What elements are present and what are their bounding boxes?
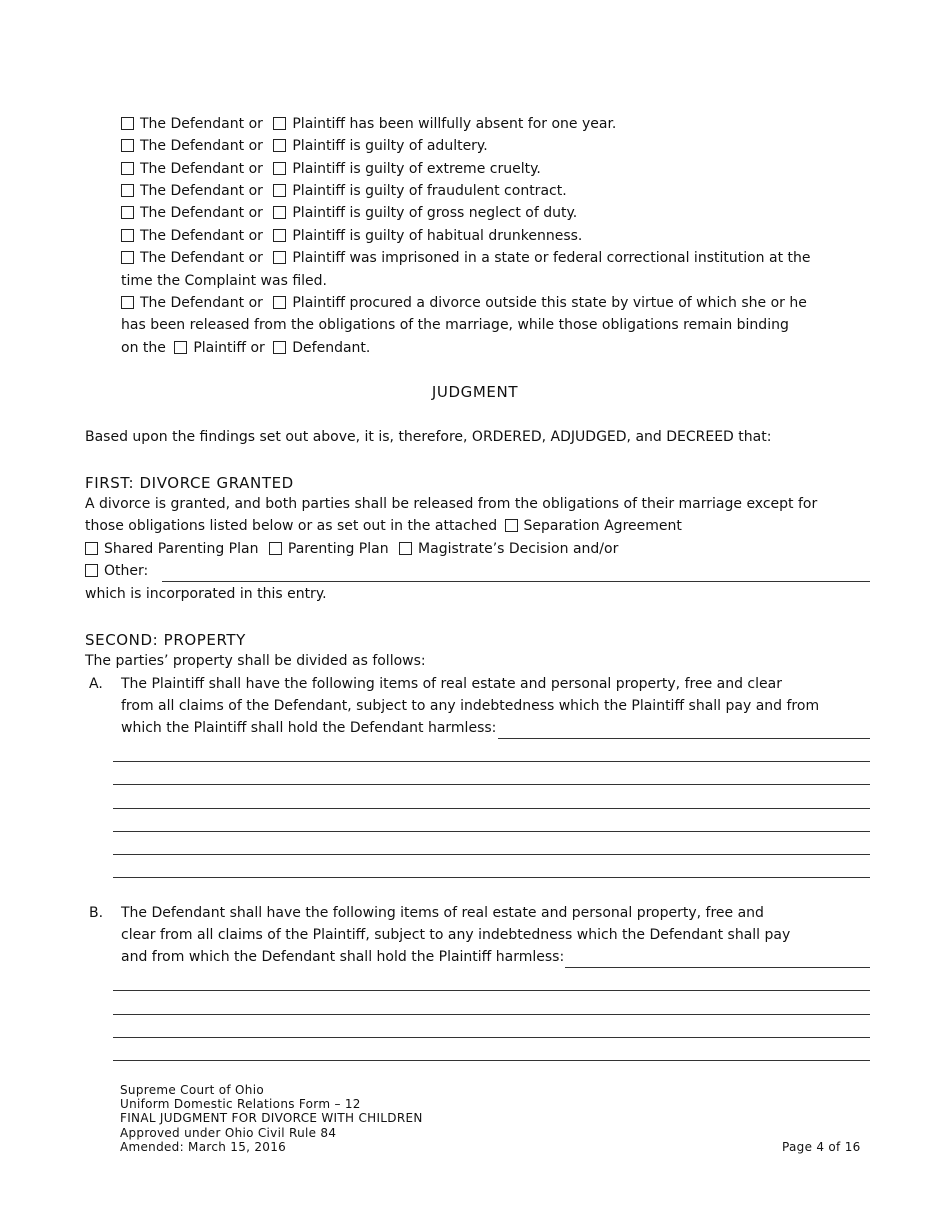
item-b-input-line[interactable] <box>113 1014 870 1015</box>
ground-row <box>121 183 567 199</box>
first-line1: A divorce is granted, and both parties shall be released from the obligations of their marriage except for <box>85 496 818 512</box>
ground-row <box>121 138 488 154</box>
defendant-checkbox[interactable] <box>121 184 134 197</box>
item-a-line1: The Plaintiff shall have the following items of real estate and personal property, free and clear <box>121 676 782 692</box>
item-b-input-line[interactable] <box>113 1060 870 1061</box>
item-b-line2: clear from all claims of the Plaintiff, subject to any indebtedness which the Defendant shall pay <box>121 927 791 943</box>
ground-row <box>121 295 807 311</box>
ground-continuation: has been released from the obligations of the marriage, while those obligations remain binding <box>121 317 789 333</box>
ground-row-tail <box>121 340 370 356</box>
shared-parenting-plan-label: Shared Parenting Plan <box>104 541 259 557</box>
other-checkbox[interactable] <box>85 564 98 577</box>
item-a-label: A. <box>89 676 103 692</box>
ground-defendant-label: The Defendant or <box>140 183 263 199</box>
item-b-input-line[interactable] <box>113 990 870 991</box>
plaintiff-checkbox[interactable] <box>273 117 286 130</box>
item-a-line2: from all claims of the Defendant, subject to any indebtedness which the Plaintiff shall pay and from <box>121 698 820 714</box>
first-closing: which is incorporated in this entry. <box>85 586 327 602</box>
item-a-input-line[interactable] <box>113 831 870 832</box>
ground-plaintiff-text: Plaintiff is guilty of extreme cruelty. <box>292 161 541 177</box>
tail-plaintiff-label: Plaintiff or <box>193 340 265 356</box>
parenting-plan-label: Parenting Plan <box>287 541 389 557</box>
tail-defendant-label: Defendant. <box>292 340 371 356</box>
ground-defendant-label: The Defendant or <box>140 138 263 154</box>
plaintiff-checkbox[interactable] <box>273 229 286 242</box>
first-line2 <box>85 518 682 534</box>
item-a-input-line[interactable] <box>113 808 870 809</box>
ground-defendant-label: The Defendant or <box>140 205 263 221</box>
other-row <box>85 563 148 579</box>
first-line2-text: those obligations listed below or as set out in the attached <box>85 518 498 534</box>
footer-form: Uniform Domestic Relations Form – 12 <box>120 1097 361 1111</box>
item-a-input-line[interactable] <box>113 877 870 878</box>
footer-amended: Amended: March 15, 2016 <box>120 1140 287 1154</box>
plaintiff-checkbox[interactable] <box>273 206 286 219</box>
plaintiff-checkbox[interactable] <box>273 251 286 264</box>
defendant-checkbox[interactable] <box>121 206 134 219</box>
second-heading: SECOND: PROPERTY <box>85 631 246 649</box>
defendant-checkbox[interactable] <box>273 341 286 354</box>
magistrate-decision-label: Magistrate’s Decision and/or <box>418 541 619 557</box>
separation-agreement-checkbox[interactable] <box>505 519 518 532</box>
first-heading: FIRST: DIVORCE GRANTED <box>85 474 294 492</box>
ground-row <box>121 205 577 221</box>
item-a-input-line[interactable] <box>113 784 870 785</box>
ground-plaintiff-text: Plaintiff has been willfully absent for one year. <box>292 116 617 132</box>
footer-court: Supreme Court of Ohio <box>120 1083 264 1097</box>
ground-row <box>121 228 582 244</box>
footer-approved: Approved under Ohio Civil Rule 84 <box>120 1126 337 1140</box>
magistrate-decision-checkbox[interactable] <box>399 542 412 555</box>
item-b-label: B. <box>89 905 104 921</box>
plaintiff-checkbox[interactable] <box>273 184 286 197</box>
other-input-line[interactable] <box>162 581 870 582</box>
ground-defendant-label: The Defendant or <box>140 161 263 177</box>
item-b-input-line[interactable] <box>113 1037 870 1038</box>
ground-plaintiff-text: Plaintiff procured a divorce outside this state by virtue of which she or he <box>292 295 807 311</box>
item-a-input-line[interactable] <box>113 761 870 762</box>
plaintiff-checkbox[interactable] <box>273 162 286 175</box>
ground-row <box>121 116 616 132</box>
ground-defendant-label: The Defendant or <box>140 116 263 132</box>
defendant-checkbox[interactable] <box>121 251 134 264</box>
ground-plaintiff-text: Plaintiff is guilty of gross neglect of duty. <box>292 205 578 221</box>
defendant-checkbox[interactable] <box>121 162 134 175</box>
page-number: Page 4 of 16 <box>782 1140 861 1154</box>
item-a-input-line[interactable] <box>113 854 870 855</box>
item-a-line3: which the Plaintiff shall hold the Defendant harmless: <box>121 720 497 736</box>
judgment-title: JUDGMENT <box>431 383 519 401</box>
ground-defendant-label: The Defendant or <box>140 228 263 244</box>
tail-prefix: on the <box>121 340 166 356</box>
plaintiff-checkbox[interactable] <box>174 341 187 354</box>
defendant-checkbox[interactable] <box>121 229 134 242</box>
footer-title: FINAL JUDGMENT FOR DIVORCE WITH CHILDREN <box>120 1111 423 1125</box>
item-a-input-line[interactable] <box>498 738 870 739</box>
plaintiff-checkbox[interactable] <box>273 139 286 152</box>
ground-continuation: time the Complaint was filed. <box>121 273 327 289</box>
ground-plaintiff-text: Plaintiff was imprisoned in a state or federal correctional institution at the <box>292 250 811 266</box>
parenting-plan-checkbox[interactable] <box>269 542 282 555</box>
item-b-input-line[interactable] <box>565 967 870 968</box>
ground-defendant-label: The Defendant or <box>140 295 263 311</box>
second-intro: The parties’ property shall be divided as follows: <box>85 653 426 669</box>
defendant-checkbox[interactable] <box>121 296 134 309</box>
separation-agreement-label: Separation Agreement <box>523 518 682 534</box>
item-b-line3: and from which the Defendant shall hold the Plaintiff harmless: <box>121 949 565 965</box>
first-options-row <box>85 541 618 557</box>
shared-parenting-plan-checkbox[interactable] <box>85 542 98 555</box>
item-b-line1: The Defendant shall have the following items of real estate and personal property, free and <box>121 905 764 921</box>
ground-plaintiff-text: Plaintiff is guilty of habitual drunkenness. <box>292 228 583 244</box>
other-label: Other: <box>104 563 149 579</box>
ground-plaintiff-text: Plaintiff is guilty of fraudulent contract. <box>292 183 567 199</box>
defendant-checkbox[interactable] <box>121 139 134 152</box>
ground-defendant-label: The Defendant or <box>140 250 263 266</box>
ground-row <box>121 250 811 266</box>
plaintiff-checkbox[interactable] <box>273 296 286 309</box>
defendant-checkbox[interactable] <box>121 117 134 130</box>
judgment-intro: Based upon the findings set out above, it is, therefore, ORDERED, ADJUDGED, and DECREED that: <box>85 429 772 445</box>
ground-row <box>121 161 541 177</box>
ground-plaintiff-text: Plaintiff is guilty of adultery. <box>292 138 488 154</box>
